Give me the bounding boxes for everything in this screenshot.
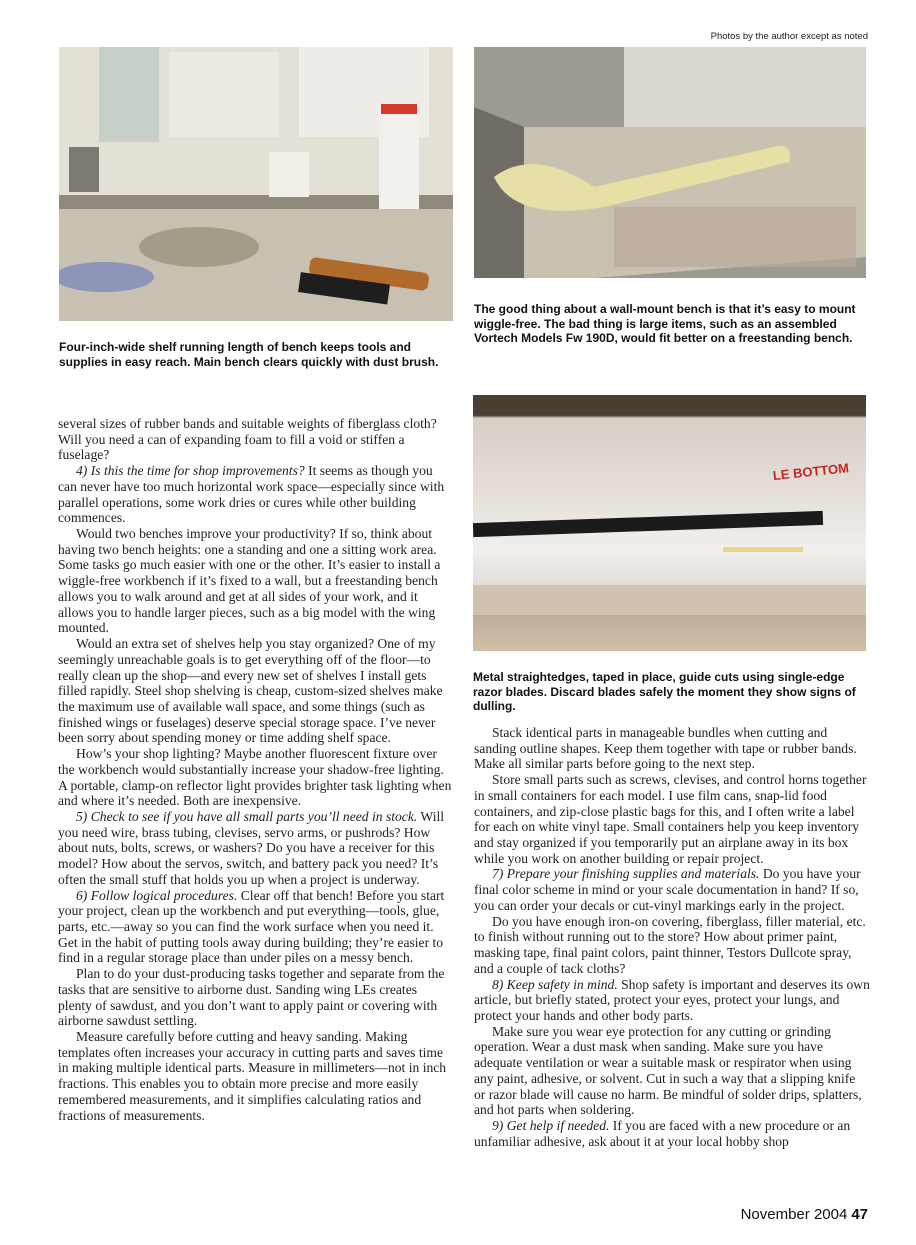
photo-credit: Photos by the author except as noted <box>710 31 868 42</box>
paragraph: How’s your shop lighting? Maybe another fluorescent fixture over the workbench would substantially increase your shadow-free lighting. A portable, clamp-on reflector light provides brighter task lighting when and where it’s needed. Both are inexpensive. <box>58 746 452 809</box>
paragraph: Do you have enough iron-on covering, fiberglass, filler material, etc. to finish without running out to the store? How about primer paint, masking tape, final paint colors, paint thinner, Testors Dullcote spray, and a couple of tack cloths? <box>474 913 866 976</box>
paragraph: 8) Keep safety in mind. Shop safety is important and deserves its own article, but briefly stated, protect your eyes, protect your lungs, and protect your hands and other body parts. <box>474 976 870 1023</box>
section-heading: 8) Keep safety in mind. <box>492 976 618 992</box>
paragraph: Measure carefully before cutting and heavy sanding. Making templates often increases your accuracy in cutting parts and saves time in making multiple identical parts. Measure in millimeters—not in inch fractions. This enables you to obtain more precise and more easily remembered measurements, and it simplifies calculating ratios and fractions of measurements. <box>58 1029 447 1123</box>
paragraph: 6) Follow logical procedures. Clear off that bench! Before you start your project, clean up the workbench and put everything—tools, glue, parts, etc.—away so you can find the work surface when you need it. Get in the habit of putting tools away during building; they’re easier to find in a regular storage place than under piles on a messy bench. <box>58 887 445 966</box>
paragraph: Would an extra set of shelves help you stay organized? One of my seemingly unreachable goals is to get everything off of the floor—to really clean up the shop—and every new set of shelves I install gets filled rapidly. Steel shop shelving is cheap, custom-sized shelves make the maximum use of available wall space, and some things (such as finished wings or fuselages) deserve special storage space. I’ve never been sorry about spending money or time adding shelf space. <box>58 636 443 746</box>
section-heading: 7) Prepare your finishing supplies and materials. <box>492 866 760 882</box>
photo-bench-illustration <box>474 47 866 278</box>
paragraph: Store small parts such as screws, clevises, and control horns together in small containers for each model. I use film cans, snap-lid food containers, and zip-close plastic bags for this, and I often write a label for each on white vinyl tape. Small containers help you keep inventory and stay organized if you temporarily put an airplane away in its box while you work on another building or repair project. <box>474 772 867 866</box>
photo-caption: The good thing about a wall-mount bench is that it’s easy to mount wiggle-free. The bad thing is large items, such as an assembled Vortech Models Fw 190D, would fit better on a freestanding bench. <box>474 302 856 345</box>
ruler-label: LE BOTTOM <box>772 460 850 484</box>
article-column-right <box>474 725 870 1149</box>
photo-caption: Four-inch-wide shelf running length of bench keeps tools and supplies in easy reach. Main bench clears quickly with dust brush. <box>59 340 439 369</box>
issue-date: November 2004 <box>740 1206 848 1223</box>
page-footer <box>741 1206 868 1223</box>
photo-straightedge-illustration <box>473 395 866 651</box>
paragraph: Make sure you wear eye protection for any cutting or grinding operation. Wear a dust mask when sanding. Make sure you have adequate ventilation or wear a suitable mask or respirator when using any paint, adhesive, or solvent. Cut in such a way that a slipping knife or razor blade will cause no harm. Be mindful of solder drips, splatters, and hot parts when soldering. <box>474 1023 862 1118</box>
paragraph: 7) Prepare your finishing supplies and materials. Do you have your final color scheme in mind or your scale documentation in hand? If so, you can order your decals or cut-vinyl markings early in the project. <box>474 866 861 913</box>
photo-shelf-and-bench <box>59 47 453 321</box>
photo-caption: Metal straightedges, taped in place, guide cuts using single-edge razor blades. Discard blades safely the moment they show signs of dulling. <box>473 670 856 713</box>
paragraph: Would two benches improve your productivity? If so, think about having two bench heights: one a standing and one a sitting work area. Some tasks go much easier with one or the other. It’s easier to install a wiggle-free workbench if it’s fixed to a wall, but a freestanding bench allows you to walk around and get at all sides of your work, and it allows you to handle larger pieces, such as a big model with the wing mounted. <box>58 526 441 636</box>
section-heading: 5) Check to see if you have all small parts you’ll need in stock. <box>76 808 418 824</box>
page-number: 47 <box>851 1206 868 1223</box>
section-heading: 9) Get help if needed. <box>492 1117 610 1133</box>
photo-shelf-illustration <box>59 47 453 321</box>
paragraph: Stack identical parts in manageable bundles when cutting and sanding outline shapes. Keep them together with tape or rubber bands. Make all similar parts before going to the next step. <box>474 725 857 772</box>
paragraph: Plan to do your dust-producing tasks together and separate from the tasks that are sensitive to airborne dust. Sanding wing LEs creates plenty of sawdust, and you don’t want to apply paint or covering with airborne sawdust settling. <box>58 966 445 1029</box>
section-heading: 4) Is this the time for shop improvements? <box>76 463 305 479</box>
paragraph: 4) Is this the time for shop improvements? It seems as though you can never have too much horizontal work space—especially since with parallel operations, some work dries or cures while other building commences. <box>58 463 445 526</box>
section-heading: 6) Follow logical procedures. <box>76 887 238 903</box>
photo-straightedge <box>473 395 866 651</box>
paragraph: 9) Get help if needed. If you are faced with a new procedure or an unfamiliar adhesive, ask about it at your local hobby shop <box>474 1117 851 1149</box>
article-column-left <box>58 416 454 1123</box>
paragraph: 5) Check to see if you have all small parts you’ll need in stock. Will you need wire, brass tubing, clevises, servo arms, or pushrods? How about nuts, bolts, screws, or washers? Do you have a receiver for this model? How about the servos, switch, and battery pack you need? It’s often the small stuff that holds you up when a project is underway. <box>58 808 445 887</box>
paragraph: several sizes of rubber bands and suitable weights of fiberglass cloth? Will you need a can of expanding foam to fill a void or stiffen a fuselage? <box>58 416 437 463</box>
photo-wall-mount-bench <box>474 47 866 278</box>
